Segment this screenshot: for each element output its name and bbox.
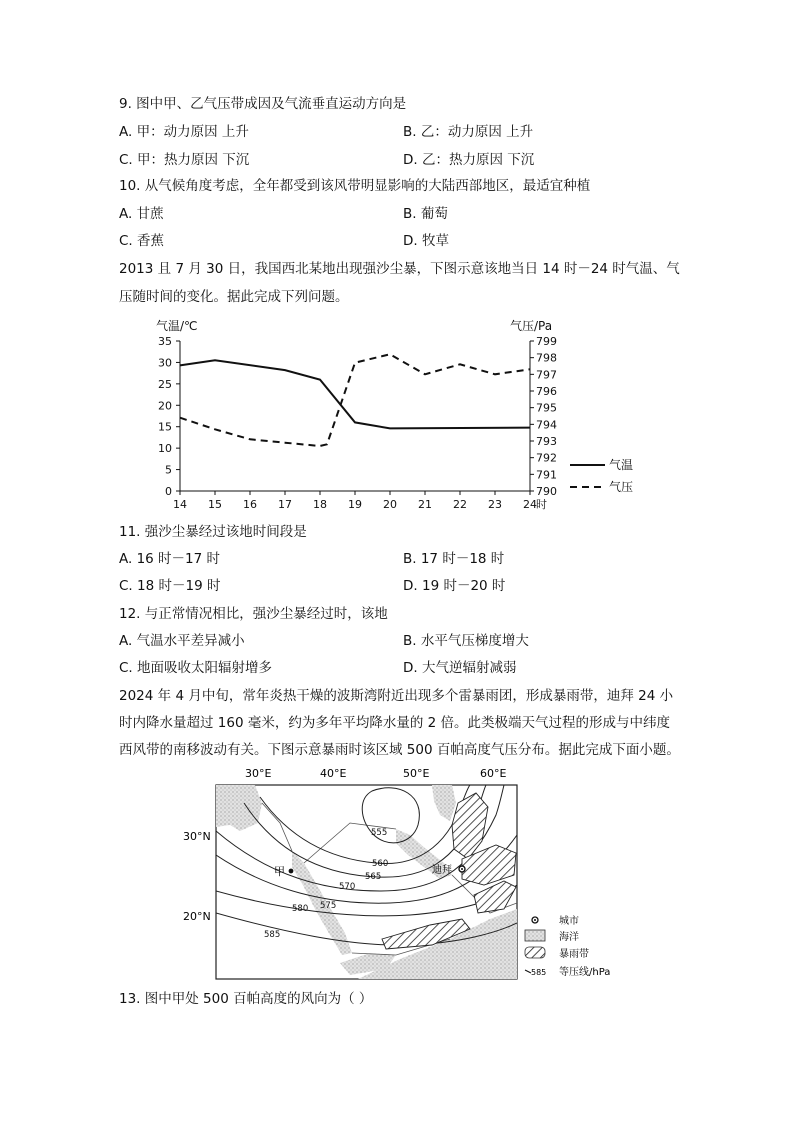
x-tick-label: 17 <box>278 498 292 511</box>
series-line-temperature <box>180 360 530 428</box>
x-tick-label: 24 <box>523 498 537 511</box>
dubai-label: 迪拜 <box>432 865 452 876</box>
lon-label-60e: 60°E <box>480 767 507 780</box>
legend-city-label: 城市 <box>559 916 579 927</box>
left-y-tick-label: 5 <box>165 463 172 477</box>
right-y-tick-label: 797 <box>536 368 557 382</box>
left-y-tick-label: 15 <box>158 420 172 434</box>
isobar-label-575: 575 <box>320 901 337 911</box>
legend-label-temperature: 气温 <box>609 458 634 472</box>
right-y-tick-label: 791 <box>536 468 557 482</box>
q9-option-a[interactable]: A. 甲：动力原因 上升 <box>119 124 249 140</box>
q12-option-b[interactable]: B. 水平气压梯度增大 <box>403 633 529 649</box>
q9-stem: 9. 图中甲、乙气压带成因及气流垂直运动方向是 <box>119 96 407 112</box>
x-axis-unit: 时 <box>536 498 547 511</box>
right-y-tick-label: 792 <box>536 451 557 465</box>
pressure-map <box>183 763 620 983</box>
left-y-tick-label: 20 <box>158 399 172 413</box>
q10-option-a[interactable]: A. 甘蔗 <box>119 206 164 222</box>
q11-option-c[interactable]: C. 18 时－19 时 <box>119 578 221 594</box>
q9-option-c[interactable]: C. 甲：热力原因 下沉 <box>119 152 250 168</box>
mediterranean-sea <box>216 785 262 831</box>
dubai-city-dot <box>461 868 463 870</box>
jia-label: 甲 <box>274 865 285 878</box>
x-tick-label: 19 <box>348 498 362 511</box>
legend-isobar-label: 等压线/hPa <box>559 967 611 978</box>
map-legend <box>525 914 610 978</box>
isobar-label-585: 585 <box>264 930 281 940</box>
q10-option-d[interactable]: D. 牧草 <box>403 233 449 249</box>
q12-option-c[interactable]: C. 地面吸收太阳辐射增多 <box>119 660 273 676</box>
right-y-tick-label: 794 <box>536 418 557 432</box>
q11-option-a[interactable]: A. 16 时－17 时 <box>119 551 221 567</box>
right-y-tick-label: 798 <box>536 351 557 365</box>
isobar-label-580: 580 <box>292 904 309 914</box>
jia-point-marker <box>289 869 294 874</box>
q11-option-d[interactable]: D. 19 时－20 时 <box>403 578 506 594</box>
q10-option-b[interactable]: B. 葡萄 <box>403 206 448 222</box>
isobar-label-555: 555 <box>371 828 388 838</box>
q10-stem: 10. 从气候角度考虑，全年都受到该风带明显影响的大陆西部地区，最适宜种植 <box>119 178 591 194</box>
right-y-tick-label: 796 <box>536 385 557 398</box>
lon-label-50e: 50°E <box>403 767 430 780</box>
legend-city-icon-dot <box>534 919 536 921</box>
right-y-tick-label: 795 <box>536 401 557 415</box>
left-y-tick-label: 25 <box>158 377 172 391</box>
x-tick-label: 20 <box>383 498 397 511</box>
x-tick-label: 21 <box>418 498 432 511</box>
q12-stem: 12. 与正常情况相比，强沙尘暴经过时，该地 <box>119 606 388 622</box>
right-axis-title: 气压/Pa <box>510 319 553 333</box>
series-line-pressure <box>180 354 530 446</box>
left-y-tick-label: 30 <box>158 356 172 370</box>
q9-option-b[interactable]: B. 乙：动力原因 上升 <box>403 124 534 140</box>
q9-option-d[interactable]: D. 乙：热力原因 下沉 <box>403 152 535 168</box>
isobar-label-570: 570 <box>339 882 356 892</box>
lat-label-20n: 20°N <box>183 910 211 923</box>
intro1-line2: 压随时间的变化。据此完成下列问题。 <box>119 289 349 305</box>
legend-rainband-label: 暴雨带 <box>559 949 589 960</box>
intro1-line1: 2013 且 7 月 30 日，我国西北某地出现强沙尘暴，下图示意该地当日 14 时－24 时气温、气 <box>119 261 680 277</box>
intro2-line3: 西风带的南移波动有关。下图示意暴雨时该区域 500 百帕高度气压分布。据此完成下面小题。 <box>119 742 680 758</box>
q12-option-a[interactable]: A. 气温水平差异减小 <box>119 633 245 649</box>
left-y-tick-label: 10 <box>158 442 172 456</box>
right-y-tick-label: 790 <box>536 485 557 498</box>
legend-isobar-sample: 585 <box>531 968 547 977</box>
q12-option-d[interactable]: D. 大气逆辐射减弱 <box>403 660 517 676</box>
lat-label-30n: 30°N <box>183 830 211 843</box>
x-tick-label: 15 <box>208 498 222 511</box>
legend-rainband-swatch <box>525 947 545 958</box>
q11-option-b[interactable]: B. 17 时－18 时 <box>403 551 505 567</box>
isobar-label-565: 565 <box>365 872 382 882</box>
lon-label-40e: 40°E <box>320 767 347 780</box>
lon-label-30e: 30°E <box>245 767 272 780</box>
left-y-tick-label: 0 <box>165 485 172 498</box>
intro2-line2: 时内降水量超过 160 毫米，约为多年平均降水量的 2 倍。此类极端天气过程的形成与中纬度 <box>119 715 671 731</box>
x-tick-label: 22 <box>453 498 467 511</box>
intro2-line1: 2024 年 4 月中旬，常年炎热干燥的波斯湾附近出现多个雷暴雨团，形成暴雨带，迪拜 24 小 <box>119 688 674 704</box>
temperature-pressure-chart <box>150 313 650 518</box>
q10-option-c[interactable]: C. 香蕉 <box>119 233 165 249</box>
q13-stem: 13. 图中甲处 500 百帕高度的风向为（ ） <box>119 991 373 1007</box>
x-tick-label: 14 <box>173 498 187 511</box>
q11-stem: 11. 强沙尘暴经过该地时间段是 <box>119 524 307 540</box>
right-y-tick-label: 793 <box>536 435 557 448</box>
right-y-tick-label: 799 <box>536 335 557 348</box>
left-axis-title: 气温/℃ <box>156 319 198 333</box>
x-tick-label: 23 <box>488 498 502 511</box>
legend-ocean-swatch <box>525 930 545 941</box>
x-tick-label: 16 <box>243 498 257 511</box>
left-y-tick-label: 35 <box>158 335 172 348</box>
isobar-label-560: 560 <box>372 859 389 869</box>
legend-ocean-label: 海洋 <box>559 932 579 943</box>
x-tick-label: 18 <box>313 498 327 511</box>
legend-label-pressure: 气压 <box>609 480 634 494</box>
